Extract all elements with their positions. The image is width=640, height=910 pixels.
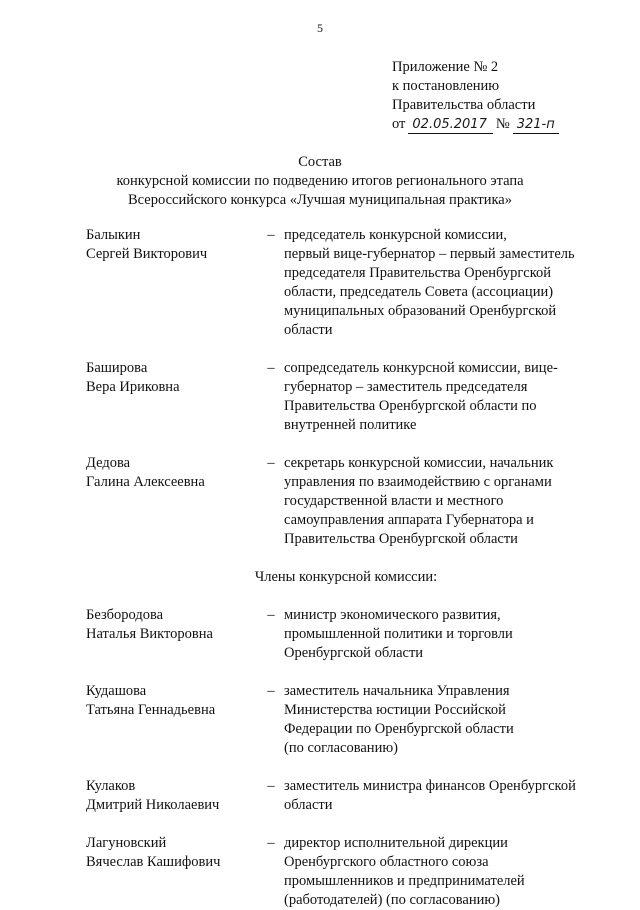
page-number: 5 — [317, 21, 323, 35]
role-line: управления по взаимодействию с органами — [284, 474, 552, 490]
member-given-name: Дмитрий Николаевич — [86, 797, 220, 813]
member-role — [284, 359, 606, 435]
role-line: заместитель министра финансов Оренбургской — [284, 778, 576, 794]
member-name — [86, 606, 258, 663]
role-line: области, председатель Совета (ассоциации) — [284, 284, 554, 300]
dash: – — [267, 778, 275, 794]
appendix-header — [392, 58, 632, 134]
role-line: губернатор – заместитель председателя — [284, 379, 528, 395]
appendix-resolution: к постановлению — [392, 78, 500, 94]
role-line: Федерации по Оренбургской области — [284, 721, 514, 737]
role-line: сопредседатель конкурсной комиссии, вице- — [284, 360, 558, 376]
role-line: директор исполнительной дирекции — [284, 835, 508, 851]
role-line: секретарь конкурсной комиссии, начальник — [284, 455, 554, 471]
role-line: промышленной политики и торговли — [284, 626, 513, 642]
member-row-lagunovsky — [86, 834, 606, 910]
member-given-name: Галина Алексеевна — [86, 474, 205, 490]
role-line: министр экономического развития, — [284, 607, 501, 623]
member-name — [86, 777, 258, 815]
role-line: председателя Правительства Оренбургской — [284, 265, 552, 281]
members-heading: Члены конкурсной комиссии: — [254, 569, 438, 585]
member-role — [284, 606, 606, 663]
appendix-date-line — [392, 115, 632, 134]
role-line: Правительства Оренбургской области по — [284, 398, 537, 414]
appendix-title: Приложение № 2 — [392, 59, 499, 75]
member-surname: Кулаков — [86, 778, 136, 794]
member-row-balykin — [86, 226, 606, 340]
dash: – — [267, 360, 275, 376]
role-line: Правительства Оренбургской области — [284, 531, 518, 547]
member-given-name: Вера Ириковна — [86, 379, 180, 395]
from-label: от — [392, 116, 406, 132]
member-row-kudashova — [86, 682, 606, 758]
role-line: муниципальных образований Оренбургской — [284, 303, 557, 319]
member-surname: Лагуновский — [86, 835, 167, 851]
member-given-name: Вячеслав Кашифович — [86, 854, 221, 870]
number-label: № — [495, 116, 510, 132]
role-line: промышленников и предпринимателей — [284, 873, 525, 889]
member-name — [86, 682, 258, 758]
role-line: Оренбургской области — [284, 645, 424, 661]
member-role — [284, 834, 606, 910]
member-name — [86, 226, 258, 340]
member-row-kulakov — [86, 777, 606, 815]
role-line: области — [284, 322, 333, 338]
member-surname: Балыкин — [86, 227, 141, 243]
handwritten-date: 02.05.2017 — [408, 117, 492, 134]
role-line: (по согласованию) — [284, 740, 398, 756]
member-surname: Кудашова — [86, 683, 147, 699]
member-row-dedova — [86, 454, 606, 549]
role-line: председатель конкурсной комиссии, — [284, 227, 507, 243]
role-line: самоуправления аппарата Губернатора и — [284, 512, 534, 528]
role-line: области — [284, 797, 333, 813]
role-line: первый вице-губернатор – первый заместитель — [284, 246, 575, 262]
member-row-bashirova — [86, 359, 606, 435]
dash: – — [267, 607, 275, 623]
handwritten-number: 321-п — [513, 117, 559, 134]
document-title — [0, 153, 640, 210]
role-line: государственной власти и местного — [284, 493, 504, 509]
member-given-name: Сергей Викторович — [86, 246, 208, 262]
member-given-name: Татьяна Геннадьевна — [86, 702, 216, 718]
commission-list — [86, 226, 606, 910]
member-role — [284, 682, 606, 758]
dash: – — [267, 455, 275, 471]
member-surname: Дедова — [86, 455, 131, 471]
role-line: Оренбургского областного союза — [284, 854, 489, 870]
appendix-government: Правительства области — [392, 97, 536, 113]
title-line-2: конкурсной комиссии по подведению итогов регионального этапа — [116, 173, 524, 189]
member-given-name: Наталья Викторовна — [86, 626, 213, 642]
member-surname: Безбородова — [86, 607, 164, 623]
member-name — [86, 834, 258, 910]
member-name — [86, 454, 258, 549]
role-line: внутренней политике — [284, 417, 417, 433]
dash: – — [267, 683, 275, 699]
member-row-bezborodova — [86, 606, 606, 663]
member-role — [284, 226, 606, 340]
role-line: заместитель начальника Управления — [284, 683, 510, 699]
title-line-1: Состав — [298, 154, 342, 170]
member-name — [86, 359, 258, 435]
dash: – — [267, 835, 275, 851]
member-role — [284, 777, 606, 815]
title-line-3: Всероссийского конкурса «Лучшая муниципальная практика» — [128, 192, 512, 208]
member-surname: Баширова — [86, 360, 148, 376]
dash: – — [267, 227, 275, 243]
member-role — [284, 454, 606, 549]
role-line: Министерства юстиции Российской — [284, 702, 506, 718]
role-line: (работодателей) (по согласованию) — [284, 892, 501, 908]
